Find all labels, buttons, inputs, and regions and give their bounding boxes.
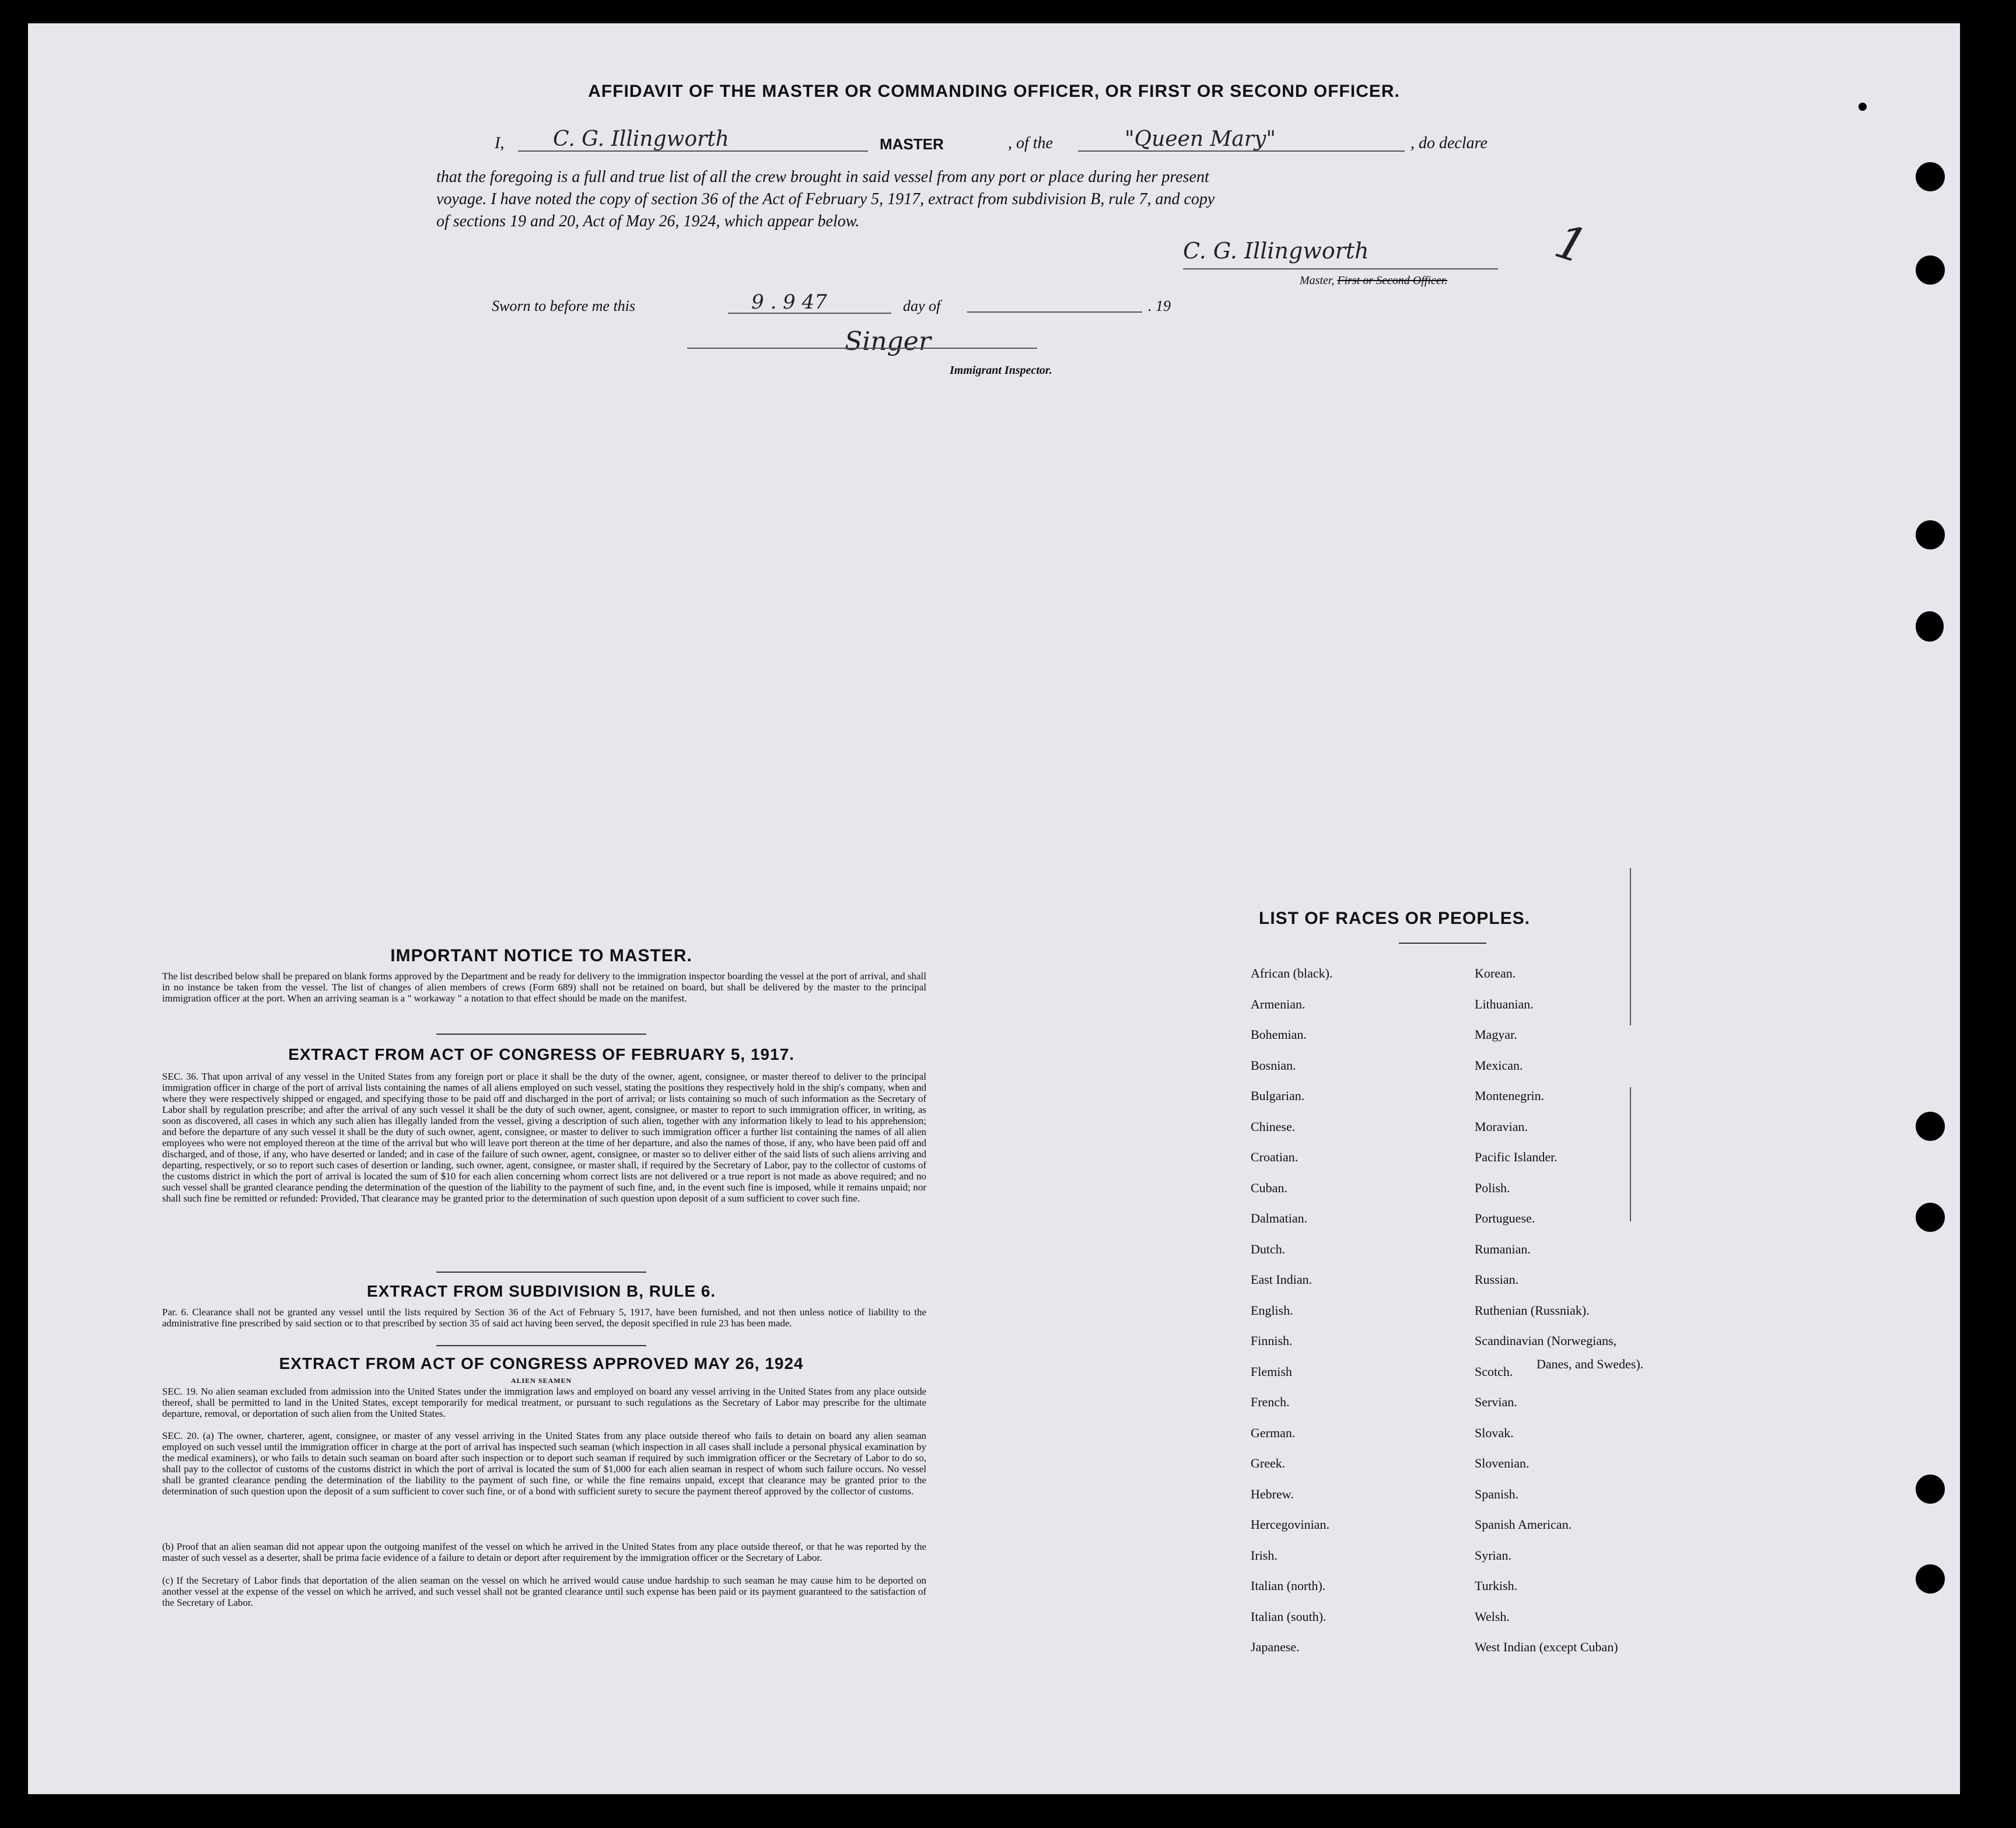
sworn-label: Sworn to before me this <box>492 297 636 314</box>
divider <box>436 1034 646 1035</box>
sec19-text: SEC. 19. No alien seaman excluded from admission into the United States under the immigration laws and employed on board any vessel arriving in the United States from any place outside thereof, shall be permitted to land in the United States, except temporarily for medical treatment, or pursuant to such regulations as the Secretary of Labor may prescribe for the ultimate departure, removal, or deportation of such alien from the United States. <box>162 1386 926 1419</box>
sec20c-text: (c) If the Secretary of Labor finds that deportation of the alien seaman on the vessel on which he arrived would cause undue hardship to such seaman he may cause him to be deported on another vessel at the expense of the vessel on which he arrived, and such vessel shall not be granted clearance until such expense has been paid or its payment guaranteed to the satisfaction of the Secretary of Labor. <box>162 1575 926 1608</box>
race-item: Italian (south). <box>1251 1609 1326 1624</box>
extract-1917-text: SEC. 36. That upon arrival of any vessel in the United States from any foreign port or place it shall be the duty of the owner, agent, consignee, or master thereof to deliver to the principal immigration officer in charge of the port of arrival lists containing the names of all aliens employed on such vessel, stating the positions they respectively hold in the ship's company, when and where they were respectively shipped or engaged, and specifying those to be paid off and discharged in the port of arrival; or lists containing so much of such information as the Secretary of Labor shall by regulation prescribe; and after the arrival of any such vessel it shall be the duty of such owner, agent, consignee, or master to report to such immigration officer, in writing, as soon as discovered, all cases in which any such alien has illegally landed from the vessel, giving a description of such alien, together with any information likely to lead to his apprehension; and before the departure of any such vessel it shall be the duty of such owner, agent, consignee, or master to deliver to such immigration officer a further list containing the names of all alien employees who were not employed thereon at the time of the arrival but who will leave port thereon at the time of her departure, and also the names of those, if any, who have been paid off and discharged, and of those, if any, who have deserted or landed; and in case of the failure of such owner, agent, consignee, or master so to deliver either of the said lists of such aliens arriving and departing, respectively, or so to report such cases of desertion or landing, such owner, agent, consignee, or master shall, if required by the Secretary of Labor, pay to the collector of customs of the customs district in which the port of arrival is located the sum of $10 for each alien concerning whom correct lists are not delivered or a true report is not made as above required; and no such vessel shall be granted clearance pending the determination of the question of the liability to the payment of such fine, and, in the event such fine is imposed, while it remains unpaid; nor shall such fine be remitted or refunded: Provided, That clearance may be granted prior to the determination of such question upon deposit of a sum sufficient to cover such fine. <box>162 1071 926 1204</box>
vessel-name: "Queen Mary" <box>1125 127 1276 151</box>
race-item: Russian. <box>1475 1272 1519 1287</box>
sec20a-text: SEC. 20. (a) The owner, charterer, agent, consignee, or master of any vessel arriving in the United States from any place outside thereof who fails to detain on board any alien seaman employed on such vessel until the immigration officer in charge at the port of arrival has inspected such seaman (which inspection in all cases shall include a personal physical examination by the medical examiners), or who fails to detain such seaman on board after such inspection or to deport such seaman if required by such immigration officer or the Secretary of Labor to do so, shall pay to the collector of customs of the customs district in which the port of arrival is located the sum of $1,000 for each alien seaman in respect of whom such failure occurs. No vessel shall be granted clearance pending the determination of the liability to the payment of such fine, or while the fine remains unpaid, except that clearance may be granted prior to the determination of such question upon the deposit of a sum sufficient to cover such fine, or of a bond with sufficient surety to secure the payment thereof approved by the collector of customs. <box>162 1430 926 1497</box>
race-item: Dalmatian. <box>1251 1211 1308 1225</box>
race-item: Korean. <box>1475 966 1516 980</box>
punch-hole <box>1916 1564 1945 1594</box>
race-item: Pacific Islander. <box>1475 1150 1558 1164</box>
race-item: Spanish American. <box>1475 1517 1572 1532</box>
punch-hole <box>1916 611 1944 642</box>
punch-hole <box>1916 255 1945 285</box>
race-item: Cuban. <box>1251 1180 1287 1195</box>
border-line <box>1630 1087 1631 1221</box>
punch-hole <box>1916 1475 1945 1504</box>
inspector-line <box>687 348 1037 349</box>
sec20b-text: (b) Proof that an alien seaman did not appear upon the outgoing manifest of the vessel on which he arrived in the United States from any place outside thereof, or that he was reported by the master of such vessel as a deserter, shall be prima facie evidence of a failure to detain or deport after requirement by the immigration officer or the Secretary of Labor. <box>162 1541 926 1563</box>
race-item: Rumanian. <box>1475 1241 1531 1256</box>
extract-1917-title: EXTRACT FROM ACT OF CONGRESS OF FEBRUARY 5, 1917. <box>288 1045 794 1063</box>
master-name-line <box>518 127 868 152</box>
race-item: Croatian. <box>1251 1150 1298 1164</box>
race-item: Montenegrin. <box>1475 1088 1545 1103</box>
sworn-date: 9 . 9 47 <box>751 290 827 314</box>
notice-title: IMPORTANT NOTICE TO MASTER. <box>390 946 692 965</box>
race-item: Mexican. <box>1475 1057 1523 1073</box>
race-item: West Indian (except Cuban) <box>1475 1640 1618 1654</box>
race-item: Moravian. <box>1475 1119 1528 1134</box>
master-caption: Master, <box>1300 274 1335 287</box>
race-item: Bohemian. <box>1251 1027 1307 1042</box>
race-item: Dutch. <box>1251 1241 1286 1256</box>
race-item: Italian (north). <box>1251 1578 1326 1593</box>
race-item: Hebrew. <box>1251 1486 1294 1501</box>
race-item: Spanish. <box>1475 1486 1519 1501</box>
extract-rule6-title: EXTRACT FROM SUBDIVISION B, RULE 6. <box>366 1282 716 1300</box>
master-name: C. G. Illingworth <box>553 127 729 151</box>
scandinavian-continuation: Danes, and Swedes). <box>1536 1357 1644 1371</box>
sworn-date-line <box>728 290 891 314</box>
race-item: Turkish. <box>1475 1578 1518 1593</box>
affidavit-title: AFFIDAVIT OF THE MASTER OR COMMANDING OFFICER, OR FIRST OR SECOND OFFICER. <box>588 82 1400 101</box>
extract-rule6-text: Par. 6. Clearance shall not be granted any vessel until the lists required by Section 36 of the Act of February 5, 1917, have been furnished, and not then unless notice of liability to the administrative fine prescribed by said section or to that prescribed by section 35 of said act having been served, the deposit specified in rule 23 has been made. <box>162 1307 926 1329</box>
border-line <box>1630 868 1631 1025</box>
signature-mark: 1 <box>1548 213 1594 275</box>
race-item: Lithuanian. <box>1475 996 1534 1011</box>
race-item: Greek. <box>1251 1456 1286 1470</box>
punch-hole <box>1916 1112 1945 1141</box>
race-item: Bulgarian. <box>1251 1088 1305 1103</box>
extract-1924-title: EXTRACT FROM ACT OF CONGRESS APPROVED MAY 26, 1924 <box>279 1354 804 1372</box>
day-of-label: day of <box>903 297 941 314</box>
punch-hole <box>1916 1203 1945 1232</box>
extract-1924-subtitle: ALIEN SEAMEN <box>510 1377 572 1385</box>
race-item: Magyar. <box>1475 1027 1517 1042</box>
races-title-underline <box>1399 943 1486 944</box>
race-item: English. <box>1251 1302 1293 1318</box>
race-item: Ruthenian (Russniak). <box>1475 1302 1590 1318</box>
affidavit-line-3: voyage. I have noted the copy of section 36 of the Act of February 5, 1917, extract from subdivision B, rule 7, and copy <box>436 190 1215 208</box>
race-item: Finnish. <box>1251 1333 1293 1348</box>
race-item: German. <box>1251 1425 1296 1440</box>
race-item: Irish. <box>1251 1547 1278 1563</box>
race-item: Chinese. <box>1251 1119 1296 1134</box>
do-declare-label: , do declare <box>1410 134 1488 152</box>
of-the-label: , of the <box>1008 134 1053 152</box>
race-item: Flemish <box>1251 1364 1292 1379</box>
affidavit-i: I, <box>495 134 505 152</box>
year-label: . 19 <box>1148 297 1171 314</box>
divider <box>436 1272 646 1273</box>
punch-hole <box>1916 162 1945 191</box>
rank-label: MASTER <box>880 135 944 153</box>
struck-officer-caption: First or Second Officer. <box>1337 274 1448 287</box>
race-item: Bosnian. <box>1251 1057 1296 1073</box>
races-title: LIST OF RACES OR PEOPLES. <box>1259 909 1531 928</box>
race-item: French. <box>1251 1395 1290 1409</box>
divider <box>436 1345 646 1346</box>
race-item: Syrian. <box>1475 1547 1511 1563</box>
ink-spot <box>1859 103 1867 111</box>
race-item: African (black). <box>1251 966 1333 980</box>
race-item: Welsh. <box>1475 1609 1510 1624</box>
race-item: Scotch. <box>1475 1364 1513 1379</box>
signature-line <box>1183 268 1498 269</box>
race-item: Portuguese. <box>1475 1211 1535 1225</box>
race-item: Slovenian. <box>1475 1456 1530 1470</box>
vessel-name-line <box>1078 127 1405 152</box>
race-item: East Indian. <box>1251 1272 1312 1287</box>
race-item: Armenian. <box>1251 996 1306 1011</box>
affidavit-line-4: of sections 19 and 20, Act of May 26, 1924, which appear below. <box>436 212 860 230</box>
manifest-page <box>28 23 1960 1794</box>
punch-hole <box>1916 520 1945 549</box>
race-item: Japanese. <box>1251 1640 1300 1654</box>
officer-caption <box>1300 274 1447 288</box>
race-item: Polish. <box>1475 1180 1510 1195</box>
notice-text: The list described below shall be prepared on blank forms approved by the Department and be ready for delivery to the immigration inspector boarding the vessel at the port of arrival, and shall in no instance be taken from the vessel. The list of changes of alien members of crews (Form 689) shall not be retained on board, but shall be delivered by the master to the principal immigration officer at the port. When an arriving seaman is a " workaway " a notation to that effect should be made on the manifest. <box>162 971 927 1004</box>
race-item: Scandinavian (Norwegians, <box>1475 1333 1617 1348</box>
master-signature: C. G. Illingworth <box>1183 238 1369 264</box>
inspector-signature: Singer <box>845 327 931 356</box>
race-item: Slovak. <box>1475 1425 1514 1440</box>
race-item: Servian. <box>1475 1395 1517 1409</box>
month-line <box>967 311 1142 313</box>
affidavit-line-2: that the foregoing is a full and true list of all the crew brought in said vessel from any port or place during her present <box>436 168 1209 186</box>
inspector-label: Immigrant Inspector. <box>950 364 1052 377</box>
race-item: Hercegovinian. <box>1251 1517 1329 1532</box>
